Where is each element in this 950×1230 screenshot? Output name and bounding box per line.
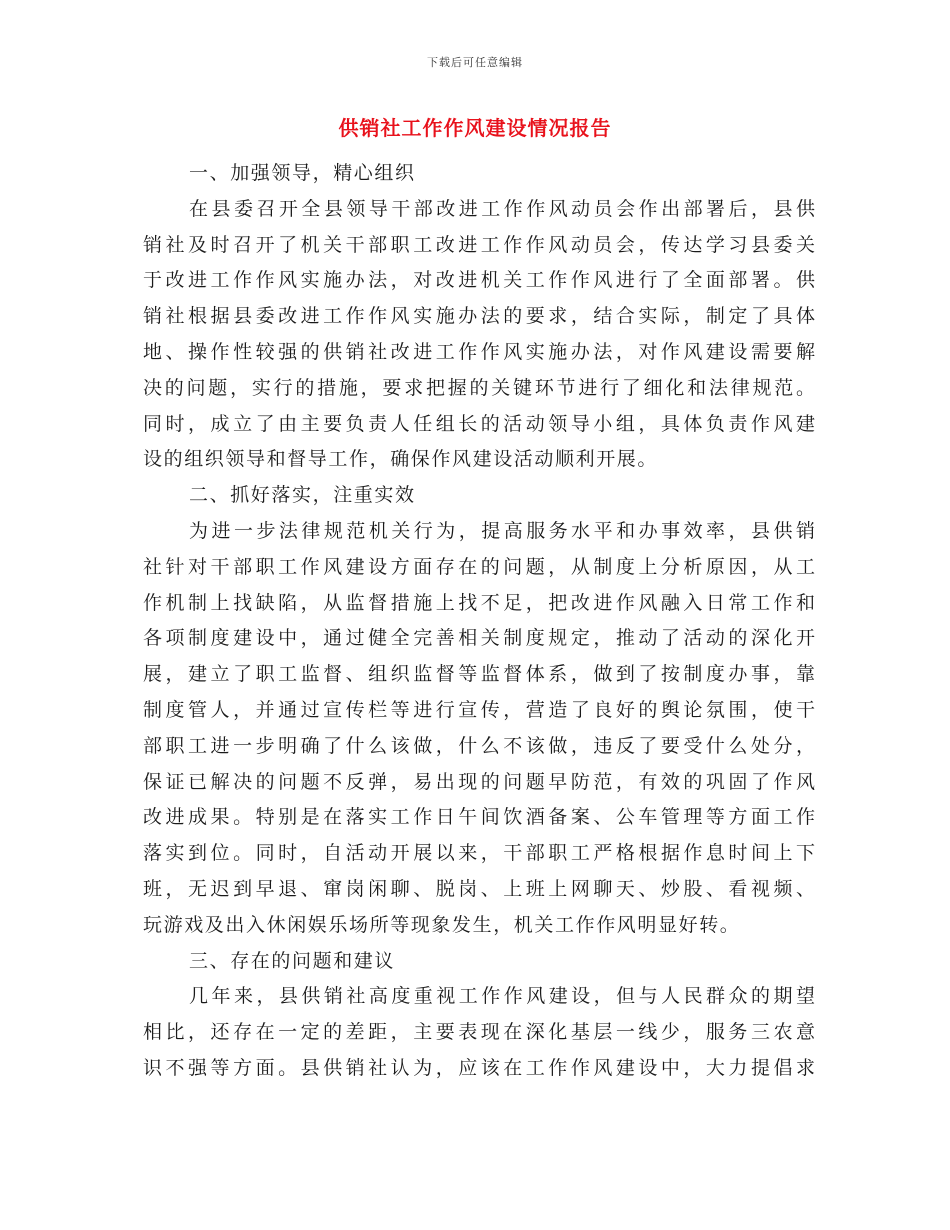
paragraph-line: 各项制度建设中，通过健全完善相关制度规定，推动了活动的深化开 <box>143 627 815 650</box>
paragraph-line: 制度管人，并通过宣传栏等进行宣传，营造了良好的舆论氛围，使干 <box>143 698 815 721</box>
paragraph-line: 在县委召开全县领导干部改进工作作风动员会作出部署后，县供 <box>189 197 815 220</box>
paragraph-line: 相比，还存在一定的差距，主要表现在深化基层一线少，服务三农意 <box>143 1021 815 1044</box>
paragraph-line: 保证已解决的问题不反弹，易出现的问题早防范，有效的巩固了作风 <box>143 770 815 793</box>
document-title: 供销社工作作风建设情况报告 <box>338 116 612 140</box>
paragraph-line: 决的问题，实行的措施，要求把握的关键环节进行了细化和法律规范。 <box>143 376 815 399</box>
paragraph-line: 社针对干部职工作风建设方面存在的问题，从制度上分析原因，从工 <box>143 555 815 578</box>
document-body <box>143 156 815 1087</box>
paragraph-line: 几年来，县供销社高度重视工作作风建设，但与人民群众的期望 <box>189 985 815 1008</box>
paragraph-line: 于改进工作作风实施办法，对改进机关工作作风进行了全面部署。供 <box>143 269 815 292</box>
paragraph-line: 展，建立了职工监督、组织监督等监督体系，做到了按制度办事，靠 <box>143 663 815 686</box>
paragraph-line: 改进成果。特别是在落实工作日午间饮酒备案、公车管理等方面工作 <box>143 806 815 829</box>
paragraph-line: 识不强等方面。县供销社认为，应该在工作作风建设中，大力提倡求 <box>143 1056 815 1079</box>
paragraph-line: 落实到位。同时，自活动开展以来，干部职工严格根据作息时间上下 <box>143 842 815 865</box>
paragraph-line: 作机制上找缺陷，从监督措施上找不足，把改进作风融入日常工作和 <box>143 591 815 614</box>
section-heading-2: 二、抓好落实，注重实效 <box>189 484 416 507</box>
paragraph-line: 地、操作性较强的供销社改进工作作风实施办法，对作风建设需要解 <box>143 340 815 363</box>
paragraph-line: 销社根据县委改进工作作风实施办法的要求，结合实际，制定了具体 <box>143 305 815 328</box>
paragraph-line: 玩游戏及出入休闲娱乐场所等现象发生，机关工作作风明显好转。 <box>143 913 741 936</box>
paragraph-line: 部职工进一步明确了什么该做，什么不该做，违反了要受什么处分， <box>143 734 815 757</box>
paragraph-line: 同时，成立了由主要负责人任组长的活动领导小组，具体负责作风建 <box>143 412 815 435</box>
paragraph-line: 销社及时召开了机关干部职工改进工作作风动员会，传达学习县委关 <box>143 233 815 256</box>
section-heading-1: 一、加强领导，精心组织 <box>189 162 416 184</box>
page-header-note: 下载后可任意编辑 <box>427 56 523 69</box>
section-heading-3: 三、存在的问题和建议 <box>189 949 396 972</box>
paragraph-line: 为进一步法律规范机关行为，提高服务水平和办事效率，县供销 <box>189 519 815 542</box>
paragraph-line: 班，无迟到早退、窜岗闲聊、脱岗、上班上网聊天、炒股、看视频、 <box>143 877 815 900</box>
paragraph-line: 设的组织领导和督导工作，确保作风建设活动顺利开展。 <box>143 448 659 471</box>
